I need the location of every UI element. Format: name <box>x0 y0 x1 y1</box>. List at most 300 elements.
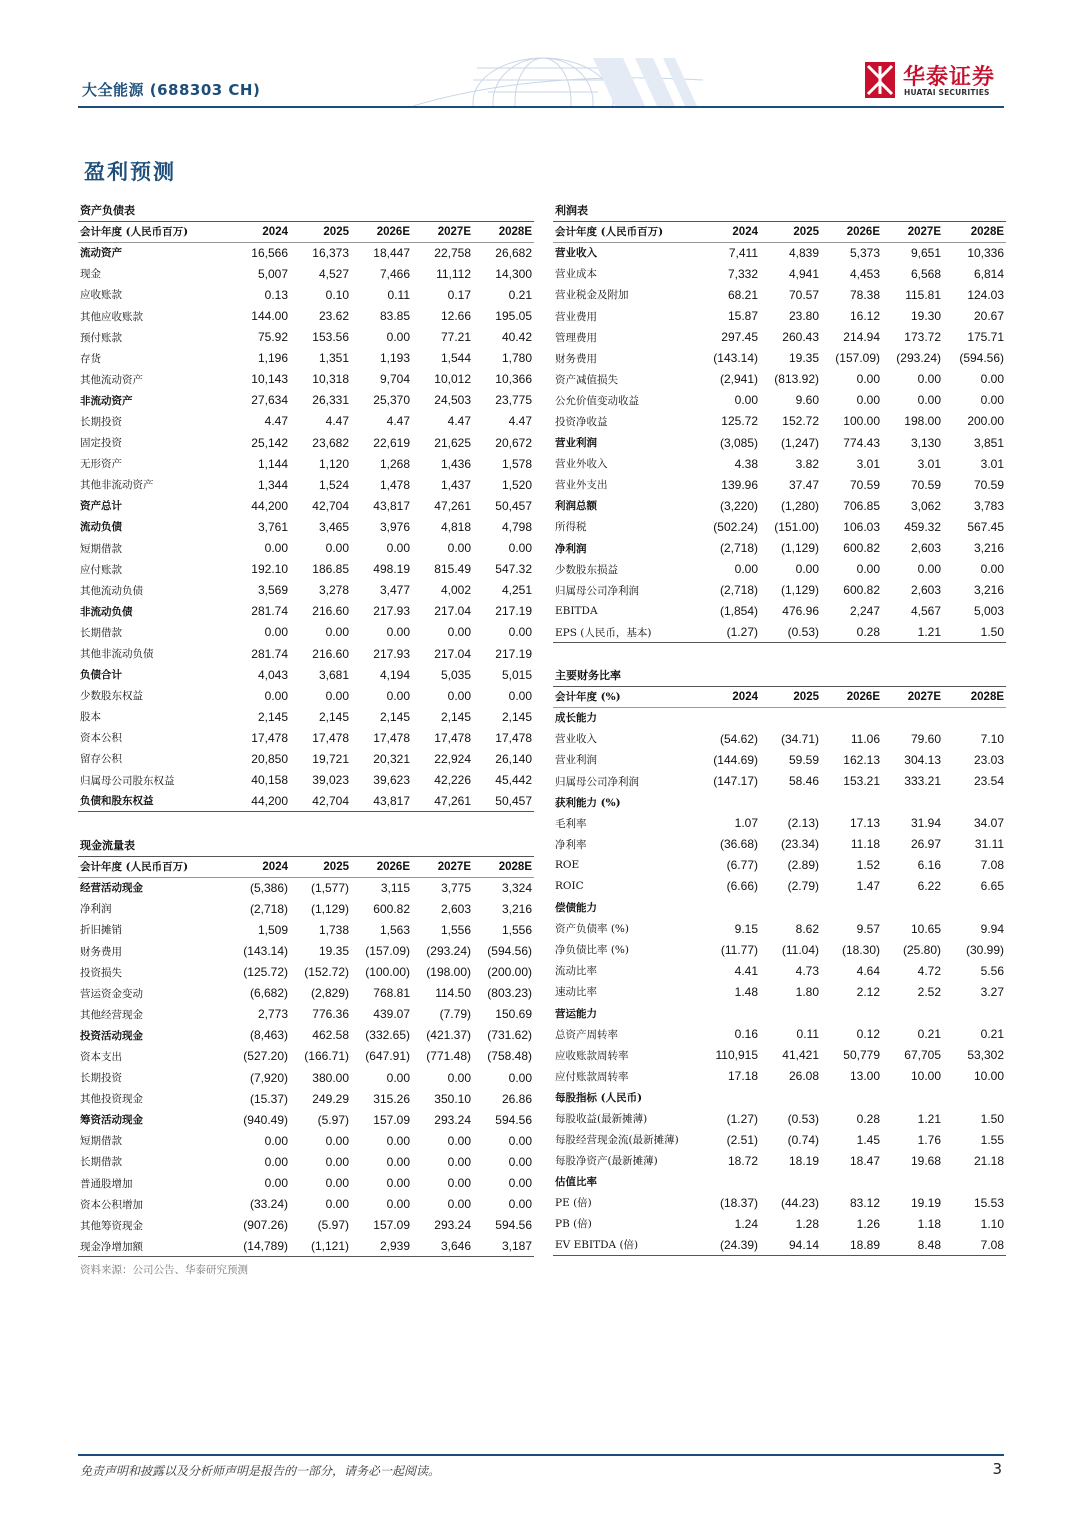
table-title-row <box>553 665 1006 686</box>
row-value: 1.07 <box>734 816 758 831</box>
row-value: 9.57 <box>856 921 880 936</box>
row-value: 1.76 <box>917 1132 941 1147</box>
row-value: (1,854) <box>719 604 758 619</box>
header-divider <box>78 106 1004 108</box>
row-value: 1.10 <box>980 1216 1005 1231</box>
table-row <box>553 1003 1006 1024</box>
row-value: 4,194 <box>379 667 410 682</box>
row-value: 3,465 <box>318 519 349 534</box>
row-value: (3,220) <box>719 498 758 513</box>
row-value: 67,705 <box>904 1048 941 1063</box>
row-value: 333.21 <box>904 774 941 789</box>
row-value: 77.21 <box>440 330 471 345</box>
table-row <box>78 538 534 559</box>
row-value: (594.56) <box>959 351 1005 366</box>
table-row <box>553 728 1006 749</box>
table-row <box>553 516 1006 537</box>
row-label: 营业费用 <box>555 310 597 323</box>
row-value: 0.21 <box>508 287 532 302</box>
row-value: 6,814 <box>974 266 1005 281</box>
table-row <box>78 1109 534 1130</box>
row-value: 5,373 <box>849 245 880 260</box>
row-value: (803.23) <box>487 986 532 1001</box>
row-value: (6.77) <box>726 858 758 873</box>
row-value: (2,718) <box>719 541 758 556</box>
row-value: 1,780 <box>501 351 532 366</box>
row-value: 26.08 <box>788 1069 819 1084</box>
row-value: 17,478 <box>495 730 532 745</box>
income-statement-table <box>553 200 1006 643</box>
row-value: 1,563 <box>379 922 410 937</box>
table-row <box>78 664 534 685</box>
row-value: 0.00 <box>980 393 1005 408</box>
table-row <box>78 877 534 898</box>
row-label: 现金净增加额 <box>78 1236 230 1257</box>
row-label: 应付账款 <box>80 563 122 576</box>
row-label: 营运能力 <box>555 1007 597 1020</box>
row-value: 40.42 <box>501 330 532 345</box>
row-label: 营业税金及附加 <box>555 289 629 302</box>
row-label: 长期投资 <box>80 415 122 428</box>
row-label: 存货 <box>80 352 101 365</box>
row-label: 每股净资产(最新摊薄) <box>555 1155 658 1168</box>
row-value: 3,976 <box>379 519 410 534</box>
row-value <box>882 707 943 728</box>
table-row <box>78 706 534 727</box>
row-value: 3.82 <box>795 456 819 471</box>
header-label: 会计年度 (%) <box>553 686 705 707</box>
row-value: 2,603 <box>910 583 941 598</box>
logo-chinese-name: 华泰证券 <box>903 65 996 90</box>
row-value: 43,817 <box>351 791 412 812</box>
row-value: (2.89) <box>787 858 819 873</box>
row-label: 每股收益(最新摊薄) <box>555 1113 648 1126</box>
row-value: 1,578 <box>501 456 532 471</box>
row-value: 18.89 <box>821 1235 882 1256</box>
row-value: 45,442 <box>495 773 532 788</box>
row-value: 0.13 <box>264 287 288 302</box>
row-value: 26,140 <box>495 751 532 766</box>
year-header: 2024 <box>705 221 760 242</box>
row-label: 留存公积 <box>80 753 122 766</box>
row-label: 营业收入 <box>555 247 597 260</box>
row-value: 1.24 <box>734 1216 758 1231</box>
row-label: EV EBITDA (倍) <box>553 1235 705 1256</box>
row-value: 217.04 <box>434 604 471 619</box>
row-value: (758.48) <box>487 1049 532 1064</box>
row-label: 净负债比率 (%) <box>555 944 630 957</box>
table-row <box>553 263 1006 284</box>
table-row <box>78 791 534 812</box>
row-label: 净利润 <box>80 903 112 916</box>
year-header: 2024 <box>230 856 290 877</box>
row-value: 50,779 <box>843 1048 880 1063</box>
row-value: 0.16 <box>734 1027 758 1042</box>
row-value: (6,682) <box>249 986 288 1001</box>
row-value: 0.00 <box>386 625 410 640</box>
row-value: 2,603 <box>910 541 941 556</box>
row-value <box>882 1171 943 1192</box>
row-value: 1.18 <box>917 1216 941 1231</box>
row-value: 47,261 <box>412 791 473 812</box>
row-value: 0.12 <box>856 1027 880 1042</box>
row-value: 216.60 <box>312 604 349 619</box>
page-header <box>78 50 1004 106</box>
row-value: 16,566 <box>251 245 288 260</box>
row-value: 23.62 <box>318 309 349 324</box>
row-value: 152.72 <box>782 414 819 429</box>
row-label: 资产总计 <box>80 500 122 513</box>
table-title-row <box>78 200 534 221</box>
table-row <box>78 1215 534 1236</box>
row-value: 249.29 <box>312 1091 349 1106</box>
row-label: 管理费用 <box>555 331 597 344</box>
table-row <box>553 474 1006 495</box>
row-value: (34.71) <box>780 731 819 746</box>
row-value: 1,344 <box>257 477 288 492</box>
row-value: 3,187 <box>473 1236 534 1257</box>
row-value: 4.41 <box>734 963 758 978</box>
row-value: 6,568 <box>910 266 941 281</box>
row-value <box>760 707 821 728</box>
row-value: 0.00 <box>264 625 288 640</box>
row-value: 3,477 <box>379 583 410 598</box>
row-label: 成长能力 <box>555 712 597 725</box>
row-value: 1,351 <box>318 351 349 366</box>
row-label: 负债合计 <box>80 669 122 682</box>
table-row <box>553 580 1006 601</box>
row-value: 5,035 <box>440 667 471 682</box>
row-value: (18.30) <box>841 942 880 957</box>
row-value: 0.28 <box>821 622 882 643</box>
row-value: (7,920) <box>249 1070 288 1085</box>
row-label: 归属母公司净利润 <box>555 775 639 788</box>
table-header-row <box>553 686 1006 707</box>
table-header-row <box>553 221 1006 242</box>
row-value <box>882 897 943 918</box>
table-row <box>553 305 1006 326</box>
row-value: (36.68) <box>719 837 758 852</box>
row-label: 其他投资现金 <box>80 1093 143 1106</box>
table-row <box>78 685 534 706</box>
row-value <box>821 1003 882 1024</box>
row-value: 0.00 <box>856 562 880 577</box>
row-value: 0.11 <box>387 287 410 302</box>
logo-english-name: HUATAI SECURITIES <box>904 88 990 97</box>
row-value: 0.00 <box>447 1176 471 1191</box>
row-value: 20,850 <box>251 751 288 766</box>
row-value: (1,280) <box>780 498 819 513</box>
row-value: 11,112 <box>436 266 471 281</box>
row-label: 资产减值损失 <box>555 373 618 386</box>
row-value: 0.17 <box>447 287 471 302</box>
row-label: 负债和股东权益 <box>78 791 230 812</box>
row-value: 18.47 <box>849 1153 880 1168</box>
row-value: 0.00 <box>917 393 941 408</box>
row-value: (647.91) <box>365 1049 410 1064</box>
row-value: 21,625 <box>434 435 471 450</box>
row-value: 1,556 <box>501 922 532 937</box>
row-value: (421.37) <box>426 1028 471 1043</box>
row-value: 3.01 <box>980 456 1005 471</box>
row-value: 0.00 <box>386 1133 410 1148</box>
year-header: 2028E <box>943 686 1006 707</box>
row-value: 47,261 <box>434 498 471 513</box>
row-value: (11.77) <box>720 942 758 957</box>
row-label: 流动比率 <box>555 965 597 978</box>
table-row <box>553 284 1006 305</box>
table-row <box>553 981 1006 1002</box>
row-value <box>705 1171 760 1192</box>
row-value: 7.08 <box>980 858 1005 873</box>
table-row <box>78 1088 534 1109</box>
row-value: 2.52 <box>917 984 941 999</box>
row-label: 长期借款 <box>80 1156 122 1169</box>
company-ticker: 大全能源 (688303 CH) <box>82 81 261 99</box>
year-header: 2027E <box>882 221 943 242</box>
row-value: 2,145 <box>318 709 349 724</box>
row-value: 198.00 <box>904 414 941 429</box>
footer-disclaimer: 免责声明和披露以及分析师声明是报告的一部分，请务必一起阅读。 <box>80 1464 441 1478</box>
row-value: 1,436 <box>440 456 471 471</box>
row-label: 营业利润 <box>555 437 597 450</box>
huatai-logo <box>865 62 1005 102</box>
row-value <box>943 897 1006 918</box>
row-value: 0.00 <box>386 541 410 556</box>
row-value: (151.00) <box>774 519 819 534</box>
row-value: 4.47 <box>264 414 288 429</box>
row-value: (5,386) <box>249 880 288 895</box>
row-value: 2,145 <box>379 709 410 724</box>
row-label: 总资产周转率 <box>555 1028 618 1041</box>
row-value: (2,829) <box>310 986 349 1001</box>
year-header: 2028E <box>473 856 534 877</box>
row-label: 营运资金变动 <box>80 987 143 1000</box>
table-row <box>78 453 534 474</box>
row-value: 70.59 <box>974 477 1005 492</box>
row-value: 0.00 <box>386 1154 410 1169</box>
row-value: 94.14 <box>760 1235 821 1256</box>
row-value: 600.82 <box>843 541 880 556</box>
table-row <box>78 327 534 348</box>
row-value: 27,634 <box>251 393 288 408</box>
row-value: 217.04 <box>434 646 471 661</box>
row-label: 毛利率 <box>555 817 587 830</box>
row-value: 41,421 <box>782 1048 819 1063</box>
table-row <box>553 1024 1006 1045</box>
table-row <box>553 1108 1006 1129</box>
year-header: 2027E <box>412 221 473 242</box>
row-value: 24,503 <box>434 393 471 408</box>
row-value: 1,738 <box>318 922 349 937</box>
row-value <box>821 1087 882 1108</box>
row-value: 0.00 <box>980 562 1005 577</box>
row-label: 流动资产 <box>80 247 122 260</box>
row-value: 0.00 <box>386 330 410 345</box>
row-label: 其他应收账款 <box>80 310 143 323</box>
table-row <box>553 348 1006 369</box>
table-row <box>553 960 1006 981</box>
row-value: 150.69 <box>495 1007 532 1022</box>
row-label: 其他流动资产 <box>80 373 143 386</box>
row-label: 应付账款周转率 <box>555 1070 629 1083</box>
row-value: 3.01 <box>917 456 941 471</box>
row-value: (11.04) <box>781 942 819 957</box>
row-value: (143.14) <box>243 944 288 959</box>
row-value: 83.85 <box>379 309 410 324</box>
row-value: 0.00 <box>508 1133 532 1148</box>
row-value: 5,003 <box>974 604 1005 619</box>
row-value: (1,129) <box>310 901 349 916</box>
row-value: 547.32 <box>495 562 532 577</box>
table-row <box>553 1045 1006 1066</box>
row-value: 1,520 <box>501 477 532 492</box>
table-row <box>78 411 534 432</box>
row-label: 非流动负债 <box>80 605 133 618</box>
row-value: 44,200 <box>230 791 290 812</box>
row-label: ROIC <box>555 880 584 893</box>
row-value: 17,478 <box>312 730 349 745</box>
huatai-logo-mark-icon <box>865 62 895 98</box>
table-row <box>78 962 534 983</box>
row-value: 22,619 <box>373 435 410 450</box>
row-value: 1.21 <box>917 1111 941 1126</box>
row-value: 78.38 <box>849 287 880 302</box>
row-value <box>821 1171 882 1192</box>
table-row <box>553 411 1006 432</box>
row-value: 23.54 <box>974 774 1005 789</box>
row-value: (6.66) <box>726 879 758 894</box>
table-row <box>78 305 534 326</box>
table-row <box>78 348 534 369</box>
row-value: 297.45 <box>721 330 758 345</box>
row-label: 应收账款 <box>80 289 122 302</box>
row-value: 3,569 <box>257 583 288 598</box>
row-label: 少数股东权益 <box>80 690 143 703</box>
row-value: 9.60 <box>795 393 819 408</box>
row-value: 2,145 <box>257 709 288 724</box>
table-row <box>553 939 1006 960</box>
row-value: 815.49 <box>434 562 471 577</box>
row-value: 350.10 <box>434 1091 471 1106</box>
row-label: 净利率 <box>555 838 587 851</box>
row-value: 462.58 <box>312 1028 349 1043</box>
row-value: 19.35 <box>788 351 819 366</box>
row-value: 25,142 <box>251 435 288 450</box>
row-label: EPS (人民币，基本) <box>553 622 705 643</box>
row-value: 19.35 <box>318 944 349 959</box>
row-value <box>943 1087 1006 1108</box>
row-label: 营业利润 <box>555 754 597 767</box>
table-row <box>78 1004 534 1025</box>
row-value: 0.00 <box>325 688 349 703</box>
row-value: 0.00 <box>264 1176 288 1191</box>
row-label: 筹资活动现金 <box>80 1114 143 1127</box>
row-label: 其他筹资现金 <box>80 1219 143 1232</box>
row-value: 10.65 <box>910 921 941 936</box>
row-value: 1.52 <box>856 858 880 873</box>
row-value: (5.97) <box>317 1112 349 1127</box>
row-value: (200.00) <box>487 965 532 980</box>
row-value: 0.00 <box>325 541 349 556</box>
row-value: 3,761 <box>257 519 288 534</box>
row-value: 4.64 <box>856 963 880 978</box>
table-row <box>78 770 534 791</box>
row-value: 42,704 <box>312 498 349 513</box>
table-row <box>78 390 534 411</box>
table-title: 现金流量表 <box>78 835 534 856</box>
row-value: 3,216 <box>501 901 532 916</box>
row-value: 15.87 <box>727 309 758 324</box>
row-value <box>760 1171 821 1192</box>
row-label: 其他非流动资产 <box>80 479 154 492</box>
year-header: 2025 <box>290 856 351 877</box>
row-value: 1.26 <box>856 1216 880 1231</box>
row-value: 153.21 <box>843 774 880 789</box>
row-value: (100.00) <box>365 965 410 980</box>
year-header: 2026E <box>821 686 882 707</box>
row-value: 31.11 <box>974 837 1005 852</box>
row-label: 速动比率 <box>555 986 597 999</box>
row-label: 获利能力 (%) <box>555 796 621 809</box>
row-value: 0.00 <box>386 1176 410 1191</box>
row-value: (157.09) <box>835 351 880 366</box>
row-label: 资本公积 <box>80 732 122 745</box>
row-value: 106.03 <box>843 519 880 534</box>
row-value: 22,924 <box>434 751 471 766</box>
row-value: 3,324 <box>501 880 532 895</box>
header-label: 会计年度 (人民币百万) <box>78 856 230 877</box>
row-value: 1.50 <box>980 1111 1005 1126</box>
row-value: (1,247) <box>780 435 819 450</box>
row-value: 68.21 <box>727 287 758 302</box>
row-value: 17,478 <box>251 730 288 745</box>
row-value: 79.60 <box>910 731 941 746</box>
row-label: 长期投资 <box>80 1072 122 1085</box>
balance-sheet-table <box>78 200 534 812</box>
row-value: 2,603 <box>440 901 471 916</box>
row-value <box>705 897 760 918</box>
row-value: 110,915 <box>715 1048 758 1063</box>
row-value: 2,939 <box>351 1236 412 1257</box>
row-value: 439.07 <box>373 1007 410 1022</box>
row-value: 4,002 <box>440 583 471 598</box>
table-row <box>553 242 1006 263</box>
row-value: 0.11 <box>796 1027 819 1042</box>
row-value: 0.00 <box>917 372 941 387</box>
row-value: 768.81 <box>373 986 410 1001</box>
row-value: (3,085) <box>719 435 758 450</box>
row-label: 投资损失 <box>80 966 122 979</box>
table-row <box>553 918 1006 939</box>
row-value: 3,216 <box>974 541 1005 556</box>
row-value: 42,226 <box>434 773 471 788</box>
row-value: 26.97 <box>910 837 941 852</box>
table-row <box>78 1067 534 1088</box>
row-value: 83.12 <box>849 1195 880 1210</box>
row-value: 293.24 <box>434 1112 471 1127</box>
row-value: (24.39) <box>705 1235 760 1256</box>
table-row <box>553 390 1006 411</box>
row-value: (293.24) <box>896 351 941 366</box>
table-row <box>553 1171 1006 1192</box>
row-value: 23,775 <box>495 393 532 408</box>
table-row <box>78 1194 534 1215</box>
row-value <box>760 792 821 813</box>
row-value <box>705 1003 760 1024</box>
table-row <box>78 1236 534 1257</box>
row-value: 0.00 <box>917 562 941 577</box>
